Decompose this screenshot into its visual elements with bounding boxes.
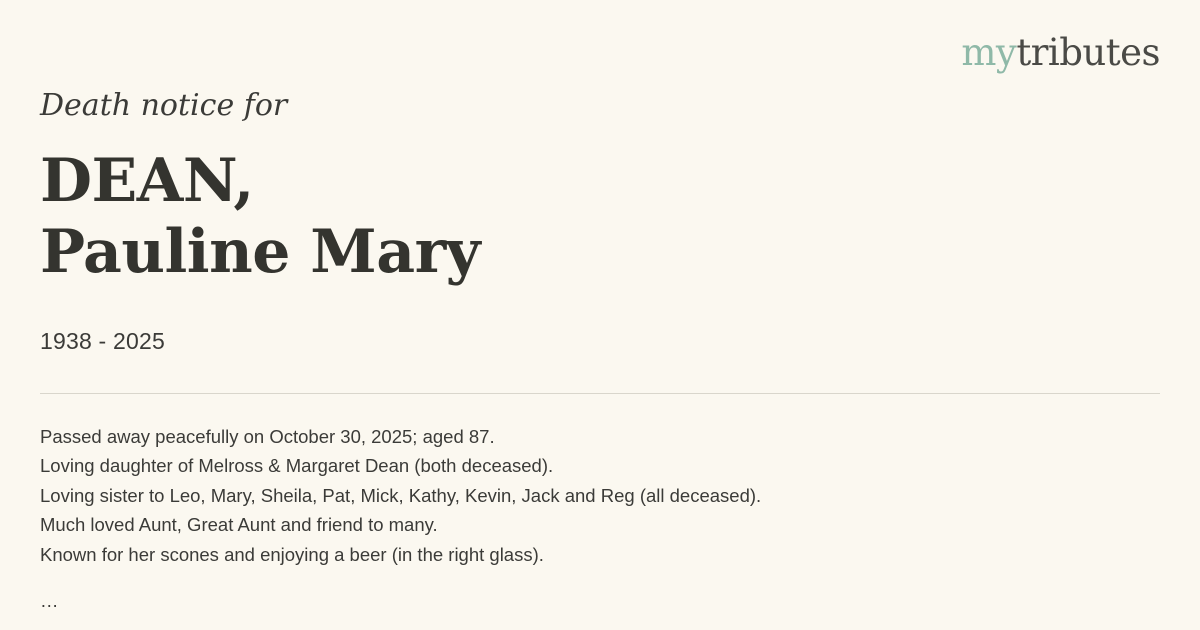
notice-body-line: Passed away peacefully on October 30, 2025; aged 87. (40, 425, 495, 447)
notice-body-line: Known for her scones and enjoying a beer (in the right glass). (40, 543, 544, 565)
logo-prefix: my (961, 31, 1017, 74)
page-title (40, 146, 1160, 288)
life-dates: 1938 - 2025 (40, 327, 165, 354)
deceased-surname: DEAN, (40, 146, 254, 216)
truncation-ellipsis: … (40, 590, 59, 612)
notice-body (40, 422, 1160, 612)
notice-body-line: Loving sister to Leo, Mary, Sheila, Pat, Mick, Kathy, Kevin, Jack and Reg (all deceased). (40, 484, 762, 506)
notice-body-line: Much loved Aunt, Great Aunt and friend to many. (40, 514, 438, 536)
notice-content (40, 0, 1160, 611)
notice-body-line: Loving daughter of Melross & Margaret Dean (both deceased). (40, 455, 554, 477)
notice-kicker: Death notice for (40, 88, 288, 123)
logo-suffix: tributes (1016, 31, 1160, 74)
deceased-given-names: Pauline Mary (40, 216, 481, 287)
section-divider (40, 393, 1160, 394)
